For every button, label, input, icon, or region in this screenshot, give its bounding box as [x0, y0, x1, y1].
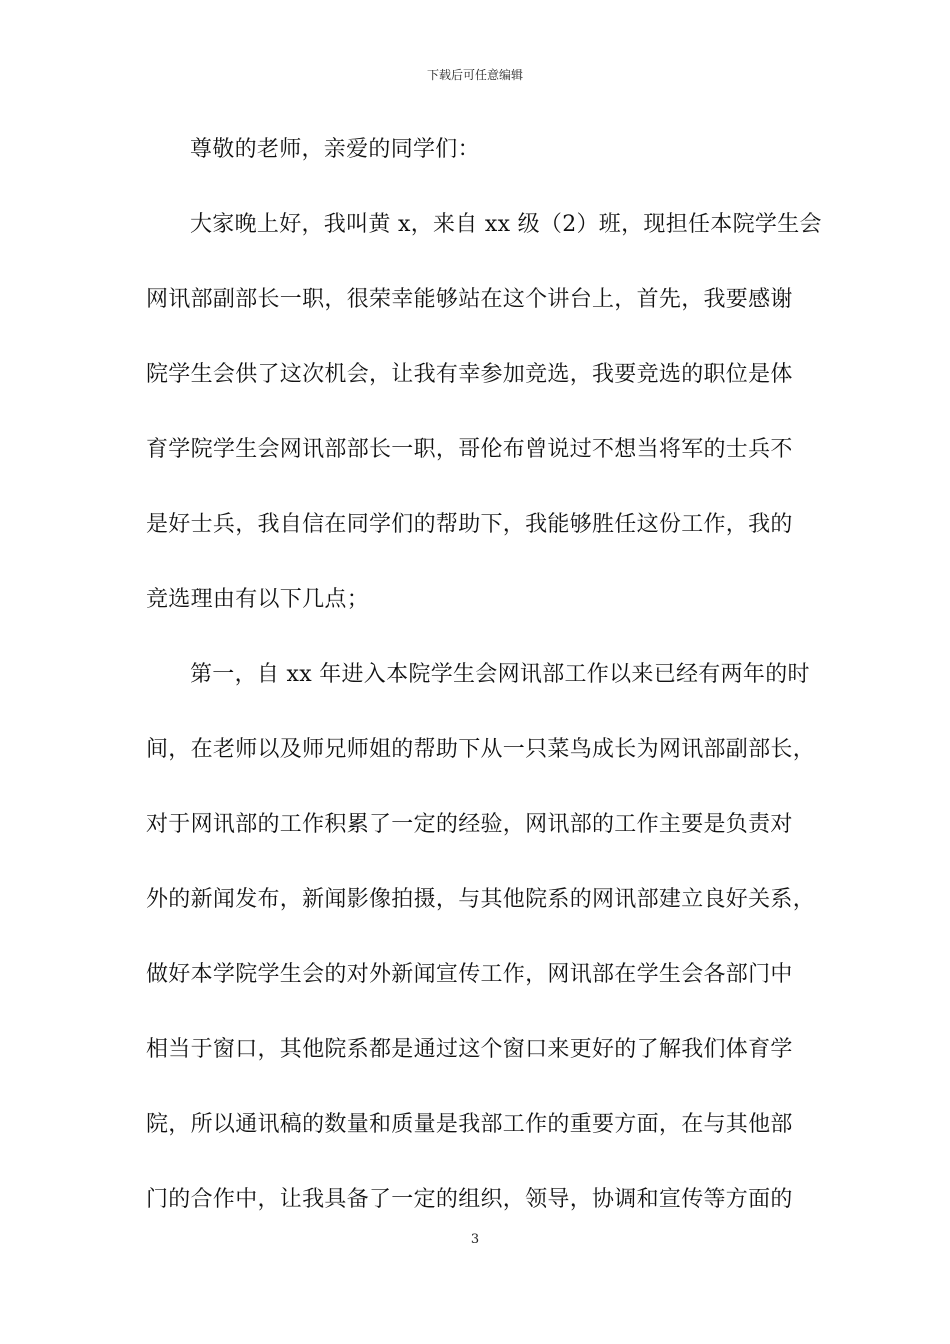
paragraph-line: 竞选理由有以下几点；	[146, 587, 370, 612]
paragraph-line: 外的新闻发布，新闻影像拍摄，与其他院系的网讯部建立良好关系，	[146, 887, 816, 912]
paragraph-line: 间，在老师以及师兄师姐的帮助下从一只菜鸟成长为网讯部副部长，	[146, 737, 816, 762]
paragraph-line: 大家晚上好，我叫黄 x，来自 xx 级（2）班，现担任本院学生会	[190, 212, 822, 237]
document-body	[146, 126, 826, 1251]
paragraph-line: 网讯部副部长一职，很荣幸能够站在这个讲台上，首先，我要感谢	[146, 287, 793, 312]
page-header: 下载后可任意编辑	[426, 68, 523, 82]
paragraph-line: 门的合作中，让我具备了一定的组织，领导，协调和宣传等方面的	[146, 1187, 793, 1212]
page-number: 3	[470, 1232, 480, 1247]
salutation-line: 尊敬的老师，亲爱的同学们：	[190, 137, 480, 162]
paragraph-line: 第一，自 xx 年进入本院学生会网讯部工作以来已经有两年的时	[190, 662, 810, 687]
paragraph-line: 育学院学生会网讯部部长一职，哥伦布曾说过不想当将军的士兵不	[146, 437, 793, 462]
paragraph-line: 对于网讯部的工作积累了一定的经验，网讯部的工作主要是负责对	[146, 812, 793, 837]
paragraph-line: 相当于窗口，其他院系都是通过这个窗口来更好的了解我们体育学	[146, 1037, 793, 1062]
paragraph-line: 做好本学院学生会的对外新闻宣传工作，网讯部在学生会各部门中	[146, 962, 793, 987]
paragraph-line: 是好士兵，我自信在同学们的帮助下，我能够胜任这份工作，我的	[146, 512, 793, 537]
paragraph-line: 院，所以通讯稿的数量和质量是我部工作的重要方面，在与其他部	[146, 1112, 793, 1137]
paragraph-line: 院学生会供了这次机会，让我有幸参加竞选，我要竞选的职位是体	[146, 362, 793, 387]
